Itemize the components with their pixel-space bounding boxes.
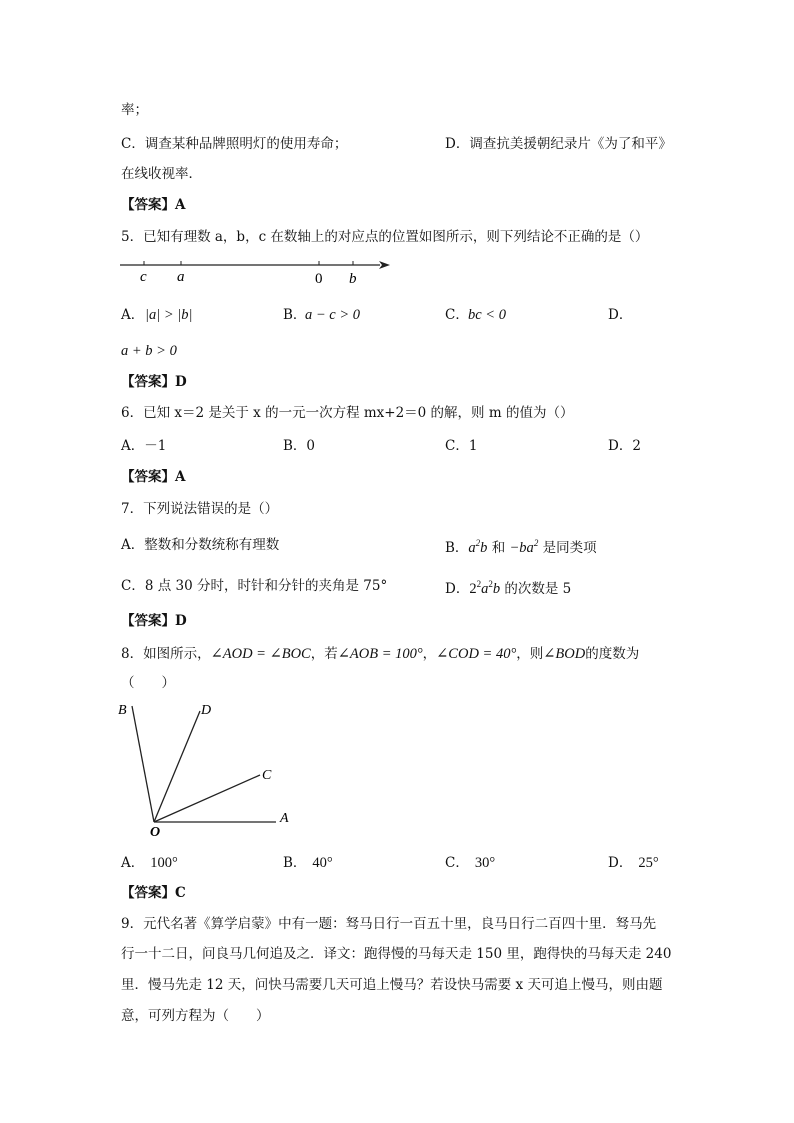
- q8-stem-end: ，则: [516, 646, 544, 662]
- label-zero: 0: [315, 271, 323, 286]
- q4-option-d: D．调查抗美援朝纪录片《为了和平》: [445, 136, 672, 152]
- q8-option-c: [445, 856, 495, 871]
- q7-option-a: A．整数和分数统称有理数: [121, 537, 280, 553]
- label-b: b: [349, 271, 357, 286]
- q5-option-a-expr: |a| > |b|: [145, 307, 193, 323]
- ray-ob: [132, 706, 154, 822]
- q8-option-d-label: D．: [608, 855, 633, 871]
- q8-eq4: ∠BOD: [543, 646, 586, 662]
- q4-option-d-continued: 在线收视率．: [121, 166, 202, 182]
- q5-option-c-label: C．: [445, 307, 469, 323]
- q7-option-b-expr2: $-ba^2$: [509, 538, 539, 556]
- q7-option-b-label: B．: [445, 539, 469, 556]
- q5-option-a-label: A．: [121, 307, 145, 323]
- q5-option-b-label: B．: [283, 307, 307, 323]
- q8-answer: 【答案】C: [121, 885, 186, 901]
- q9-line-3: 里．慢马先走 12 天，问快马需要几天可追上慢马？若设快马需要 x 天可追上慢马，则由题: [121, 977, 663, 993]
- q8-option-b-label: B．: [283, 855, 307, 871]
- q7-option-d-expr: $2^2a^2b$: [469, 579, 501, 597]
- q8-stem-mid: ，若: [310, 646, 338, 662]
- q8-stem-start: 8．如图所示，: [121, 646, 211, 662]
- q5-option-b-expr: a − c > 0: [305, 307, 361, 323]
- label-o: O: [150, 825, 161, 840]
- q6-option-a: A．－1: [121, 438, 167, 454]
- q6-stem: 6．已知 x＝2 是关于 x 的一元一次方程 mx+2＝0 的解，则 m 的值为（）: [121, 405, 574, 421]
- q5-stem: 5．已知有理数 a，b，c 在数轴上的对应点的位置如图所示，则下列结论不正确的是（）: [121, 229, 649, 245]
- label-a: A: [280, 811, 289, 826]
- q7-option-b: B．$a^2b$ 和 $-ba^2$ 是同类项: [445, 538, 597, 556]
- q8-stem: [121, 647, 639, 662]
- q8-option-a: [121, 856, 178, 871]
- label-a: a: [177, 269, 185, 285]
- q8-sep: ，: [422, 646, 437, 662]
- label-c: c: [140, 269, 147, 285]
- q7-option-b-text: 是同类项: [542, 539, 597, 556]
- q7-option-c: C．8 点 30 分时，时针和分针的夹角是 75°: [121, 578, 388, 594]
- q5-number-line: [118, 254, 398, 286]
- q8-option-a-value: 100°: [150, 855, 178, 871]
- q7-answer: 【答案】D: [121, 613, 187, 629]
- q8-eq2: ∠AOB = 100°: [337, 646, 423, 662]
- q6-option-c: C．1: [445, 438, 478, 454]
- label-b: B: [118, 703, 127, 718]
- q9-line-1: 9．元代名著《算学启蒙》中有一题：驽马日行一百五十里，良马日行二百四十里．驽马先: [121, 916, 657, 932]
- q8-option-d-value: 25°: [638, 855, 659, 871]
- q8-angle-figure: [112, 698, 302, 840]
- q5-option-d-label: D．: [608, 307, 633, 323]
- q7-option-d-text: 的次数是 5: [504, 580, 572, 597]
- q4-option-c: C．调查某种品牌照明灯的使用寿命；: [121, 136, 348, 152]
- q5-option-d-expr: a + b > 0: [121, 343, 177, 359]
- label-d: D: [201, 703, 212, 718]
- q6-answer: 【答案】A: [121, 469, 186, 485]
- q8-option-b: [283, 856, 333, 871]
- q8-option-d: [608, 856, 659, 871]
- q8-option-a-label: A．: [121, 855, 145, 871]
- number-line-arrow: [379, 261, 390, 269]
- q4-line-top: 率；: [121, 102, 148, 118]
- q8-eq3: ∠COD = 40°: [436, 646, 517, 662]
- q8-option-b-value: 40°: [312, 855, 333, 871]
- q6-option-b: B．0: [283, 438, 316, 454]
- q8-paren: （ ）: [121, 675, 175, 691]
- q9-line-4: 意，可列方程为（ ）: [121, 1008, 270, 1024]
- q4-answer: 【答案】A: [121, 197, 186, 213]
- label-c: C: [262, 768, 272, 783]
- q5-option-c-expr: bc < 0: [468, 307, 506, 323]
- q7-option-b-expr: $a^2b$: [468, 538, 488, 556]
- q5-answer: 【答案】D: [121, 374, 187, 390]
- q7-option-d-label: D．: [445, 580, 470, 597]
- q8-eq1: ∠AOD = ∠BOC: [210, 646, 311, 662]
- q8-option-c-value: 30°: [474, 855, 496, 871]
- q8-stem-tail: 的度数为: [585, 646, 640, 662]
- q9-line-2: 行一十二日，问良马几何追及之．译文：跑得慢的马每天走 150 里，跑得快的马每天走 240: [121, 946, 672, 962]
- q7-stem: 7．下列说法错误的是（）: [121, 501, 279, 517]
- q8-option-c-label: C．: [445, 855, 469, 871]
- q6-option-d: D．2: [608, 438, 641, 454]
- q7-option-d: [445, 580, 571, 596]
